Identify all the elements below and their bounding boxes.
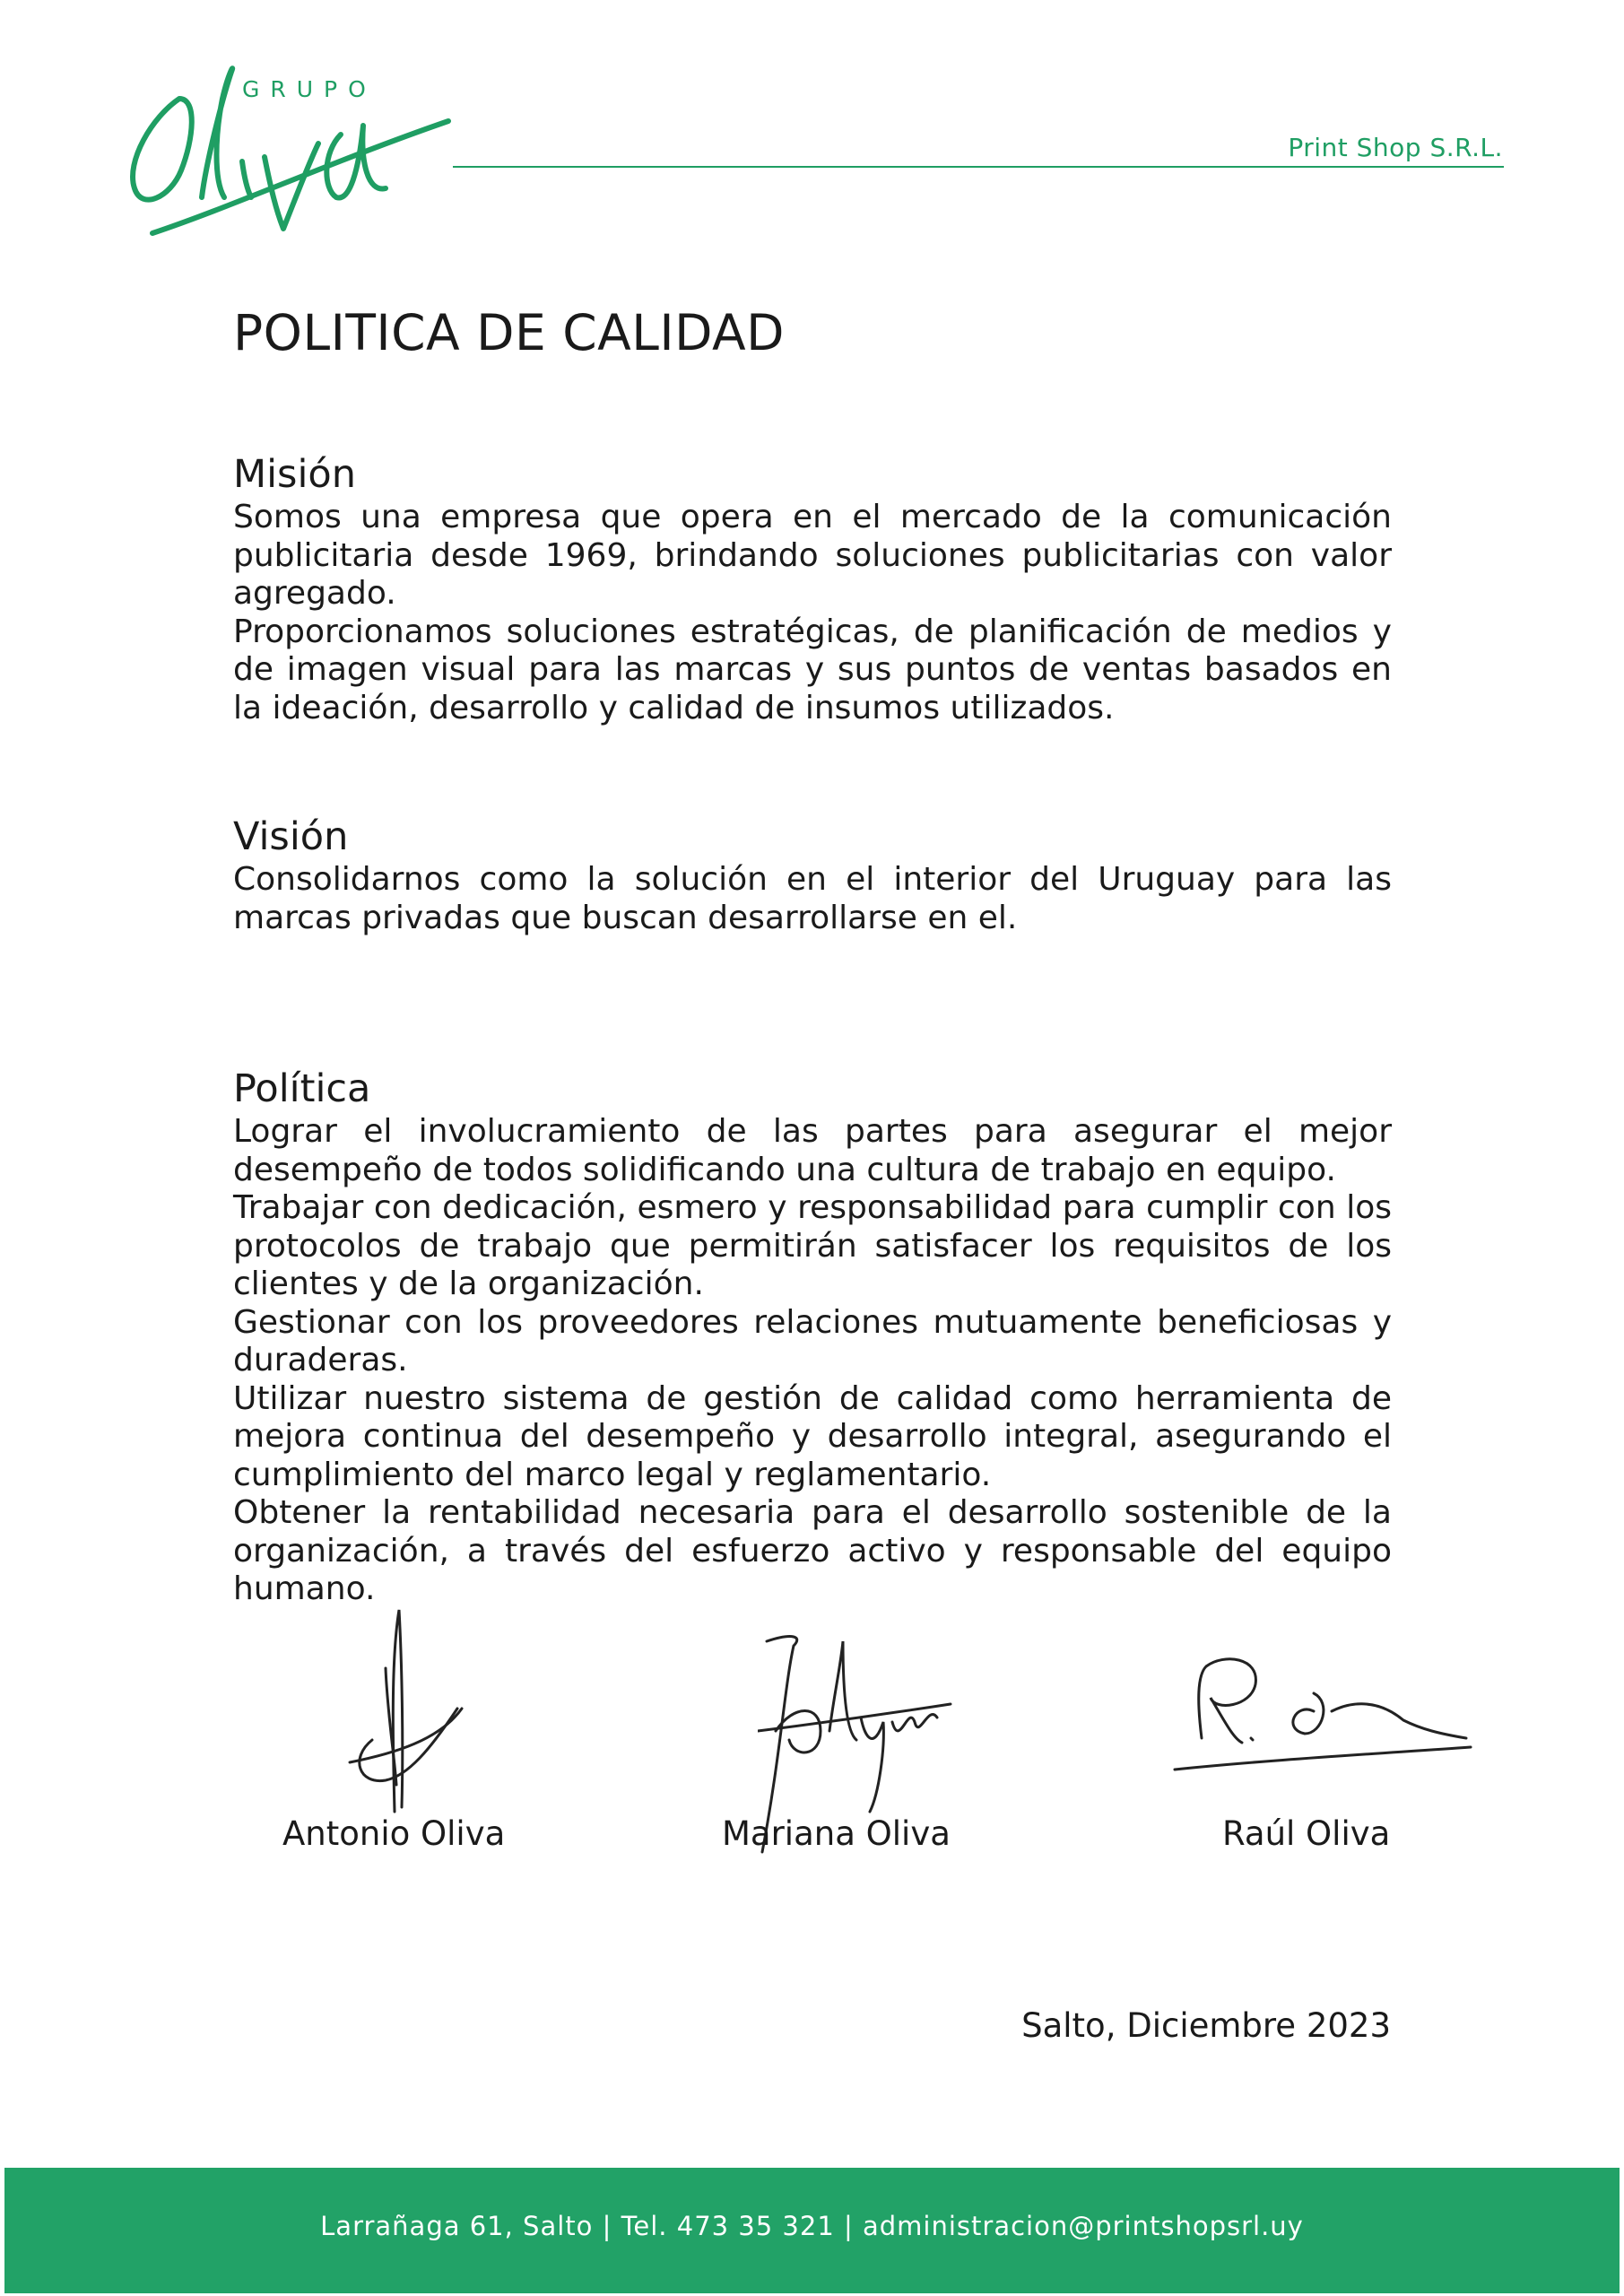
- paragraph: Lograr el involucramiento de las partes para asegurar el mejor desempeño de todos solidificando una cultura de trabajo en equipo.: [233, 1113, 1392, 1188]
- place-date: Salto, Diciembre 2023: [1021, 2006, 1391, 2045]
- document-body: [233, 300, 1392, 1609]
- footer-bar: [4, 2168, 1620, 2293]
- signature-block: [0, 1605, 1624, 1866]
- paragraph: Gestionar con los proveedores relaciones mutuamente beneficiosas y duraderas.: [233, 1303, 1392, 1378]
- grupo-oliva-logo: [117, 63, 457, 251]
- section-heading-politica: Política: [233, 1066, 371, 1111]
- paragraph: Proporcionamos soluciones estratégicas, de planificación de medios y de imagen visual para las marcas y sus puntos de ventas basados en la ideación, desarrollo y calidad de insumos utilizados.: [233, 613, 1392, 726]
- section-heading-mision: Misión: [233, 452, 356, 497]
- signatory-name: Antonio Oliva: [282, 1814, 506, 1853]
- logo-script-graphic: [117, 63, 457, 251]
- section-politica: [233, 1065, 1392, 1609]
- signature-raul-graphic: [1170, 1648, 1484, 1783]
- header-divider: [453, 166, 1504, 168]
- signature-antonio-graphic: [332, 1605, 484, 1821]
- paragraph: Consolidarnos como la solución en el interior del Uruguay para las marcas privadas que buscan desarrollarse en el.: [233, 861, 1392, 936]
- document-title: POLITICA DE CALIDAD: [233, 304, 785, 361]
- paragraph: Obtener la rentabilidad necesaria para el desarrollo sostenible de la organización, a través del esfuerzo activo y responsable del equipo humano.: [233, 1494, 1392, 1607]
- paragraph: Utilizar nuestro sistema de gestión de calidad como herramienta de mejora continua del desempeño y desarrollo integral, asegurando el cumplimiento del marco legal y reglamentario.: [233, 1379, 1392, 1493]
- section-mision: [233, 450, 1392, 727]
- paragraph: Trabajar con dedicación, esmero y responsabilidad para cumplir con los protocolos de trabajo que permitirán satisfacer los requisitos de los clientes y de la organización.: [233, 1189, 1392, 1302]
- footer-contact: Larrañaga 61, Salto | Tel. 473 35 321 | administracion@printshopsrl.uy: [320, 2211, 1304, 2241]
- logo-grupo-text: GRUPO: [242, 76, 377, 102]
- section-vision: [233, 813, 1392, 937]
- signatory-name: Mariana Oliva: [722, 1814, 951, 1853]
- section-heading-vision: Visión: [233, 814, 349, 859]
- signatory-name: Raúl Oliva: [1222, 1814, 1391, 1853]
- paragraph: Somos una empresa que opera en el mercado de la comunicación publicitaria desde 1969, brindando soluciones publicitarias con valor agregado.: [233, 499, 1392, 612]
- company-name: Print Shop S.R.L.: [1288, 133, 1503, 162]
